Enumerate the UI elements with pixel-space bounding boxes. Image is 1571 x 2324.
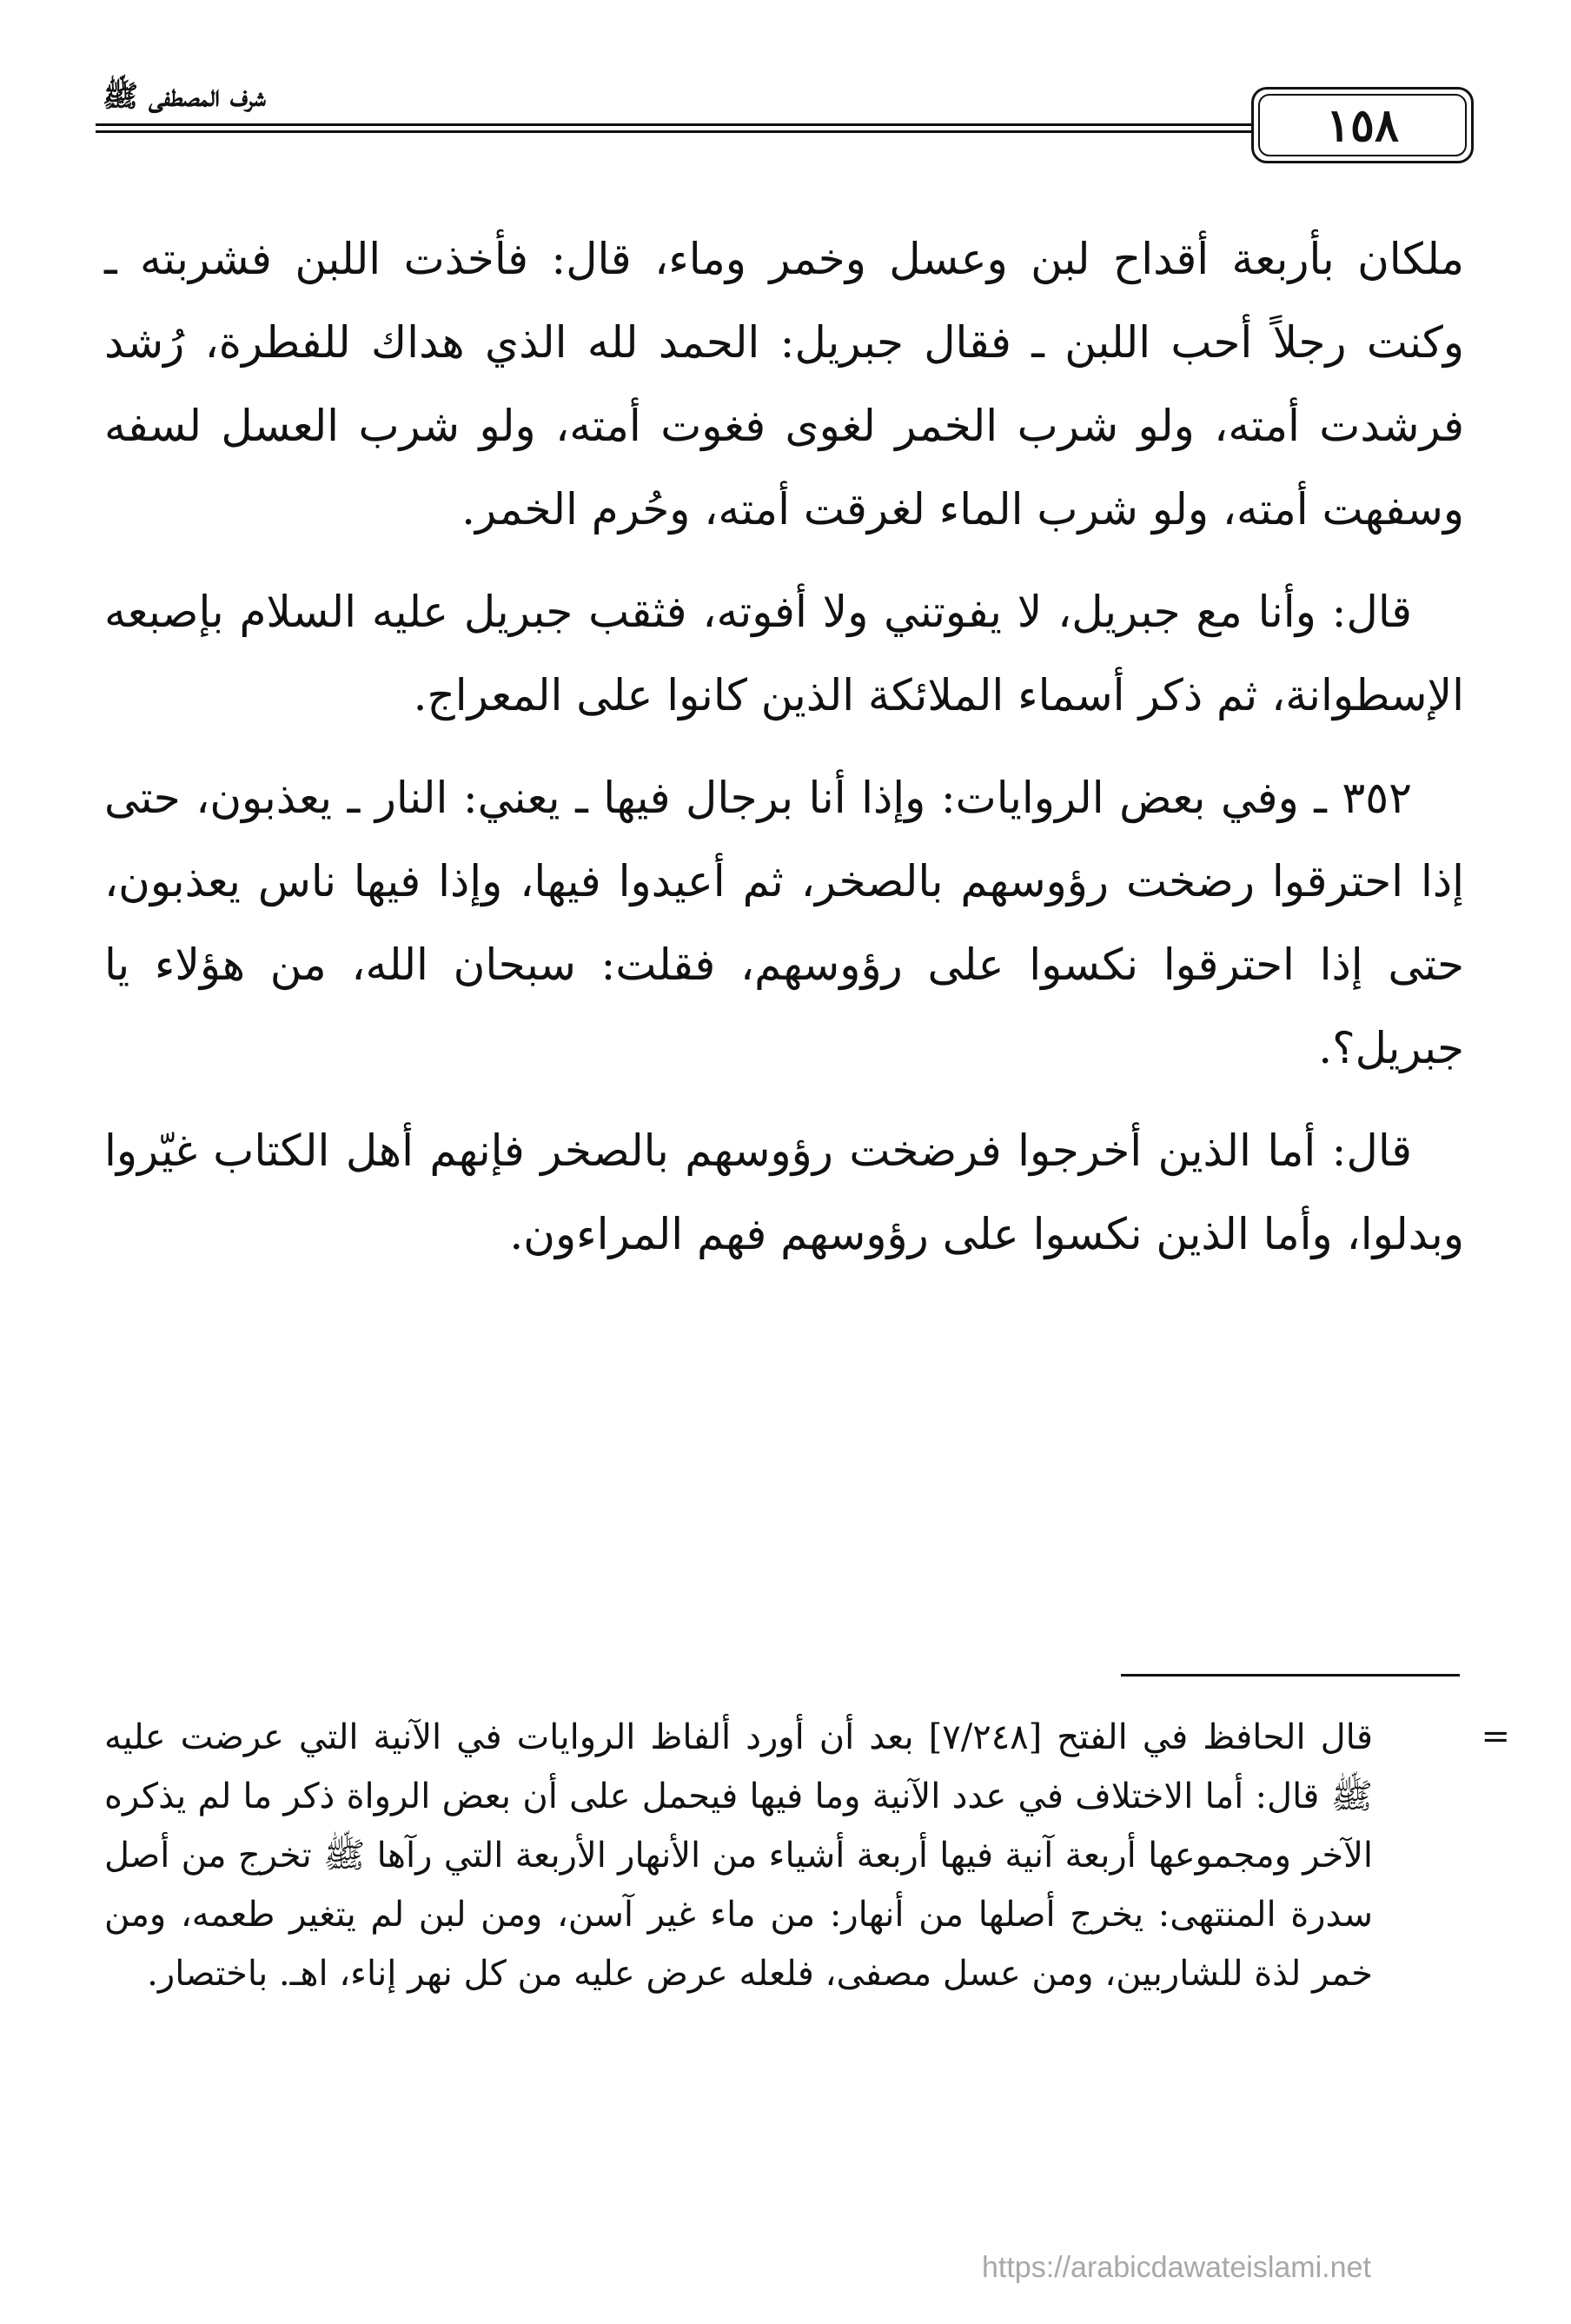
- footnote-separator: [1121, 1674, 1460, 1677]
- page-number-frame: [1251, 87, 1474, 163]
- running-title: شرف المصطفى ﷺ: [96, 78, 273, 121]
- main-text: [104, 217, 1464, 1295]
- watermark-url: https://arabicdawateislami.net: [982, 2251, 1371, 2284]
- paragraph-4: قال: أما الذين أخرجوا فرضخت رؤوسهم بالصخر فإنهم أهل الكتاب غيّروا وبدلوا، وأما الذين نكسوا على رؤوسهم فهم المراءون.: [104, 1125, 1464, 1259]
- paragraph-1: ملكان بأربعة أقداح لبن وعسل وخمر وماء، قال: فأخذت اللبن فشربته ـ وكنت رجلاً أحب اللبن ـ فقال جبريل: الحمد لله الذي هداك للفطرة، رُشد فرشدت أمته، ولو شرب الخمر لغوى فغوت أمته، ولو شرب العسل لسفه وسفهت أمته، ولو شرب الماء لغرقت أمته، وحُرم الخمر.: [104, 234, 1464, 535]
- page-number: ١٥٨: [1326, 98, 1399, 152]
- paragraph-3: ٣٥٢ ـ وفي بعض الروايات: وإذا أنا برجال فيها ـ يعني: النار ـ يعذبون، حتى إذا احترقوا رضخت رؤوسهم بالصخر، ثم أعيدوا فيها، وإذا فيها ناس يعذبون، حتى إذا احترقوا نكسوا على رؤوسهم، فقلت: سبحان الله، من هؤلاء يا جبريل؟.: [104, 773, 1464, 1073]
- page-header: [96, 80, 1468, 160]
- footnote-continuation-mark: =: [1481, 1716, 1510, 1756]
- footnote-text: قال الحافظ في الفتح [٧/٢٤٨] بعد أن أورد ألفاظ الروايات في الآنية التي عرضت عليه ﷺ قال: أما الاختلاف في عدد الآنية وما فيها فيحمل على أن بعض الرواة ذكر ما لم يذكره الآخر ومجموعها أربعة آنية فيها أربعة أشياء من الأنهار الأربعة التي رآها ﷺ تخرج من أصل سدرة المنتهى: يخرج أصلها من أنهار: من ماء غير آسن، ومن لبن لم يتغير طعمه، ومن خمر لذة للشاربين، ومن عسل مصفى، فلعله عرض عليه من كل نهر إناء، اهـ. باختصار.: [104, 1717, 1373, 1994]
- paragraph-2: قال: وأنا مع جبريل، لا يفوتني ولا أفوته، فثقب جبريل عليه السلام بإصبعه الإسطوانة، ثم ذكر أسماء الملائكة الذين كانوا على المعراج.: [104, 587, 1464, 720]
